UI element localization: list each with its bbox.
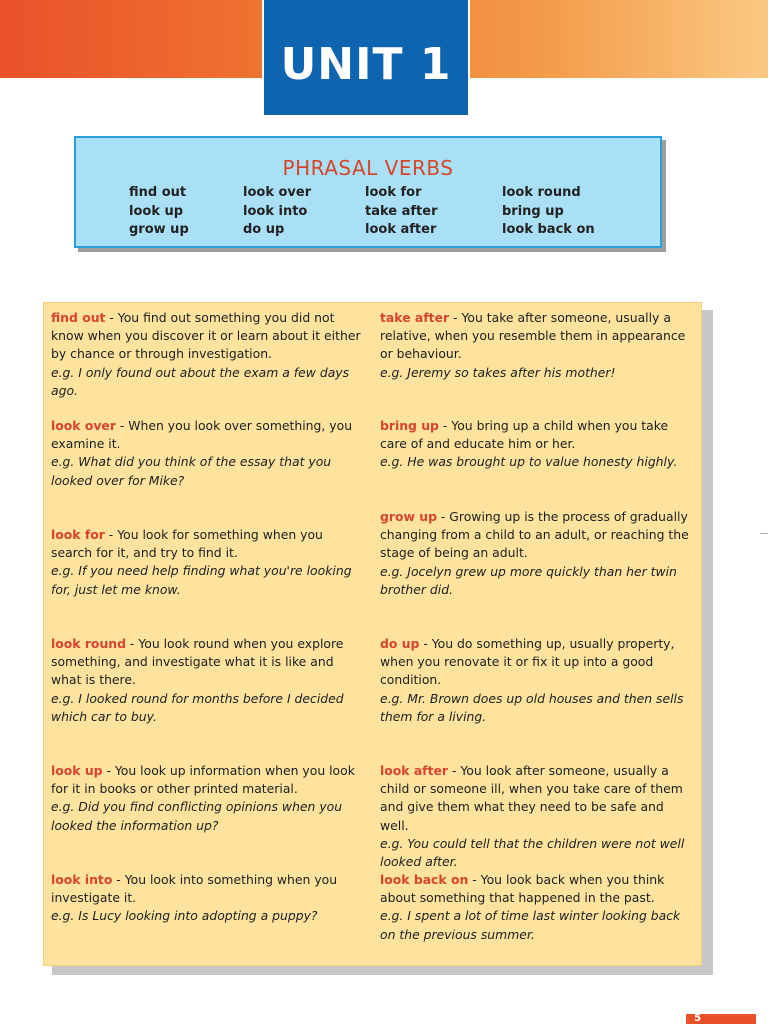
definition-term: take after — [380, 310, 450, 325]
definition-text: - You look for something when you search for it, and try to find it. — [51, 527, 323, 561]
definition-example: e.g. I only found out about the exam a few days ago. — [51, 364, 350, 398]
definition-text: - You find out something you did not know when you discover it or learn about it either by chance or through investigation. — [51, 310, 361, 362]
definition-look-round — [51, 635, 367, 726]
definition-text: - You look up information when you look for it in books or other printed material. — [51, 763, 355, 797]
definition-term: bring up — [380, 418, 439, 433]
definition-look-up — [51, 762, 367, 835]
definition-term: grow up — [380, 509, 437, 524]
definition-look-after — [380, 762, 696, 871]
definition-term: look back on — [380, 872, 469, 887]
phrasal-verb-item: look back on — [502, 222, 595, 237]
phrasal-verb-item: look for — [365, 185, 422, 200]
definition-example: e.g. I looked round for months before I decided which car to buy. — [51, 690, 344, 724]
definition-text: - You look round when you explore something, and investigate what it is like and what is there. — [51, 636, 344, 688]
phrasal-verb-item: take after — [365, 203, 438, 219]
definition-text: - You look back when you think about something that happened in the past. — [380, 872, 665, 906]
phrasal-verb-item: look after — [365, 222, 437, 237]
definition-term: do up — [380, 636, 420, 651]
phrasal-verbs-column-1 — [129, 184, 189, 240]
definition-text: - You do something up, usually property, when you renovate it or fix it up into a good condition. — [380, 636, 675, 688]
phrasal-verb-item: look over — [243, 185, 312, 200]
definition-text: - Growing up is the process of gradually changing from a child to an adult, or reaching the stage of being an adult. — [380, 509, 689, 561]
phrasal-verbs-column-2 — [243, 184, 311, 240]
definition-take-after — [380, 309, 696, 382]
phrasal-verbs-title: PHRASAL VERBS — [282, 156, 454, 180]
definition-term: look over — [51, 418, 116, 433]
definition-text: - You take after someone, usually a relative, when you resemble them in appearance or behaviour. — [380, 310, 686, 362]
definition-do-up — [380, 635, 696, 726]
phrasal-verb-item: do up — [243, 222, 285, 237]
definition-term: look round — [51, 636, 126, 651]
phrasal-verb-item: find out — [129, 185, 187, 200]
phrasal-verb-item: look into — [243, 203, 308, 219]
definition-example: e.g. What did you think of the essay that you looked over for Mike? — [51, 454, 332, 488]
unit-badge — [264, 0, 468, 115]
phrasal-verb-item: bring up — [502, 203, 564, 219]
definition-example: e.g. Did you find conflicting opinions when you looked the information up? — [51, 799, 343, 833]
definition-find-out — [51, 309, 367, 400]
phrasal-verbs-box — [74, 136, 662, 248]
definition-look-for — [51, 526, 367, 599]
definition-term: look into — [51, 872, 113, 887]
unit-title: UNIT 1 — [280, 39, 452, 90]
phrasal-verb-item: look round — [502, 185, 581, 200]
definition-look-back-on — [380, 871, 696, 944]
definition-term: find out — [51, 310, 106, 325]
definition-example: e.g. Jocelyn grew up more quickly than her twin brother did. — [380, 563, 677, 597]
phrasal-verbs-column-4 — [502, 184, 595, 240]
definition-text: - You look after someone, usually a child or someone ill, when you take care of them and give them what they need to be safe and well. — [380, 763, 683, 833]
definition-example: e.g. Jeremy so takes after his mother! — [380, 364, 616, 380]
definition-example: e.g. You could tell that the children were not well looked after. — [380, 835, 685, 870]
definition-look-into — [51, 871, 367, 926]
page-number: 5 — [694, 1013, 701, 1024]
definition-text: - When you look over something, you examine it. — [51, 418, 353, 452]
page-edge-mark — [760, 533, 768, 534]
definition-text: - You bring up a child when you take care of and educate him or her. — [380, 418, 669, 452]
definition-example: e.g. Mr. Brown does up old houses and then sells them for a living. — [380, 690, 684, 724]
definition-term: look after — [380, 763, 449, 778]
phrasal-verb-item: look up — [129, 203, 184, 219]
definition-example: e.g. He was brought up to value honesty highly. — [380, 454, 678, 470]
phrasal-verb-item: grow up — [129, 222, 189, 237]
definition-term: look for — [51, 527, 105, 542]
definition-grow-up — [380, 508, 696, 599]
phrasal-verbs-column-3 — [365, 184, 438, 240]
definition-example: e.g. Is Lucy looking into adopting a puppy? — [51, 908, 318, 924]
definition-text: - You look into something when you investigate it. — [51, 872, 338, 906]
definition-term: look up — [51, 763, 103, 778]
definition-bring-up — [380, 417, 696, 472]
definition-look-over — [51, 417, 367, 490]
definition-example: e.g. If you need help finding what you're looking for, just let me know. — [51, 563, 352, 597]
definition-example: e.g. I spent a lot of time last winter looking back on the previous summer. — [380, 908, 681, 942]
